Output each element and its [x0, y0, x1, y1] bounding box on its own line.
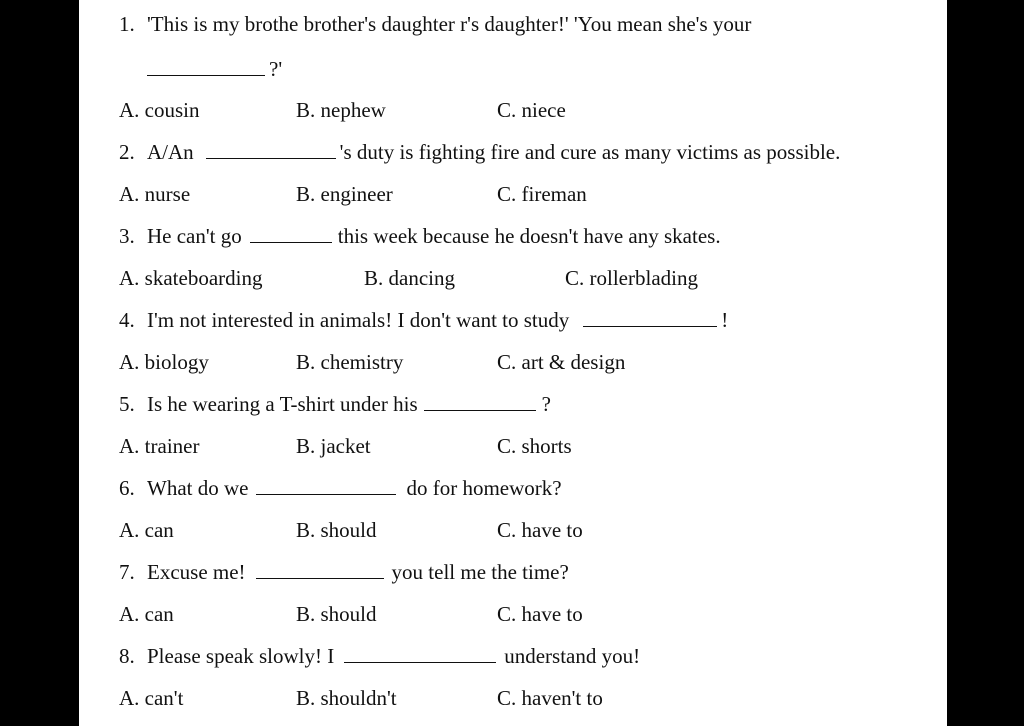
answer-blank[interactable] — [256, 560, 384, 579]
option-a[interactable]: A. skateboarding — [119, 266, 263, 290]
option-c[interactable]: C. shorts — [497, 434, 572, 458]
answer-blank[interactable] — [583, 308, 717, 327]
question-text-after: ? — [541, 392, 551, 416]
question-text-after: do for homework? — [406, 476, 562, 500]
option-a[interactable]: A. cousin — [119, 98, 200, 122]
option-c[interactable]: C. art & design — [497, 350, 626, 374]
question-text: Excuse me! — [147, 560, 246, 584]
option-a[interactable]: A. nurse — [119, 182, 191, 206]
answer-blank[interactable] — [256, 476, 396, 495]
option-b[interactable]: B. engineer — [296, 182, 393, 206]
question-text-after: this week because he doesn't have any skates. — [337, 224, 721, 248]
question-text: What do we — [147, 476, 249, 500]
answer-blank[interactable] — [250, 224, 332, 243]
answer-blank[interactable] — [206, 140, 336, 159]
option-c[interactable]: C. have to — [497, 518, 583, 542]
option-b[interactable]: B. should — [296, 602, 377, 626]
question-number: 6. — [119, 476, 135, 500]
option-b[interactable]: B. shouldn't — [296, 686, 397, 710]
option-b[interactable]: B. chemistry — [296, 350, 404, 374]
option-a[interactable]: A. biology — [119, 350, 209, 374]
option-c[interactable]: C. haven't to — [497, 686, 603, 710]
question-text-after: understand you! — [504, 644, 641, 668]
answer-blank[interactable] — [424, 392, 536, 411]
answer-blank[interactable] — [344, 644, 496, 663]
question-number: 5. — [119, 392, 135, 416]
question-text: Please speak slowly! I — [147, 644, 335, 668]
question-number: 1. — [119, 12, 135, 36]
question-text: I'm not interested in animals! I don't want to study — [147, 308, 570, 332]
option-a[interactable]: A. can't — [119, 686, 184, 710]
option-a[interactable]: A. trainer — [119, 434, 200, 458]
option-b[interactable]: B. dancing — [364, 266, 455, 290]
question-text-after: ?' — [269, 57, 283, 81]
option-a[interactable]: A. can — [119, 518, 174, 542]
option-b[interactable]: B. should — [296, 518, 377, 542]
option-b[interactable]: B. jacket — [296, 434, 371, 458]
option-c[interactable]: C. fireman — [497, 182, 587, 206]
question-number: 7. — [119, 560, 135, 584]
option-c[interactable]: C. rollerblading — [565, 266, 698, 290]
question-number: 4. — [119, 308, 135, 332]
question-number: 3. — [119, 224, 135, 248]
option-c[interactable]: C. niece — [497, 98, 566, 122]
question-number: 2. — [119, 140, 135, 164]
answer-blank[interactable] — [147, 57, 265, 76]
question-text-after: ! — [721, 308, 729, 332]
option-c[interactable]: C. have to — [497, 602, 583, 626]
question-text: A/An — [147, 140, 194, 164]
option-a[interactable]: A. can — [119, 602, 174, 626]
option-b[interactable]: B. nephew — [296, 98, 386, 122]
question-number: 8. — [119, 644, 135, 668]
question-text-after: you tell me the time? — [391, 560, 569, 584]
question-text: He can't go — [147, 224, 242, 248]
question-text: 'This is my brothe brother's daughter r's daughter!' 'You mean she's your — [147, 12, 752, 36]
question-text-after: 's duty is fighting fire and cure as many victims as possible. — [339, 140, 841, 164]
worksheet-page — [79, 0, 947, 726]
question-text: Is he wearing a T-shirt under his — [147, 392, 418, 416]
